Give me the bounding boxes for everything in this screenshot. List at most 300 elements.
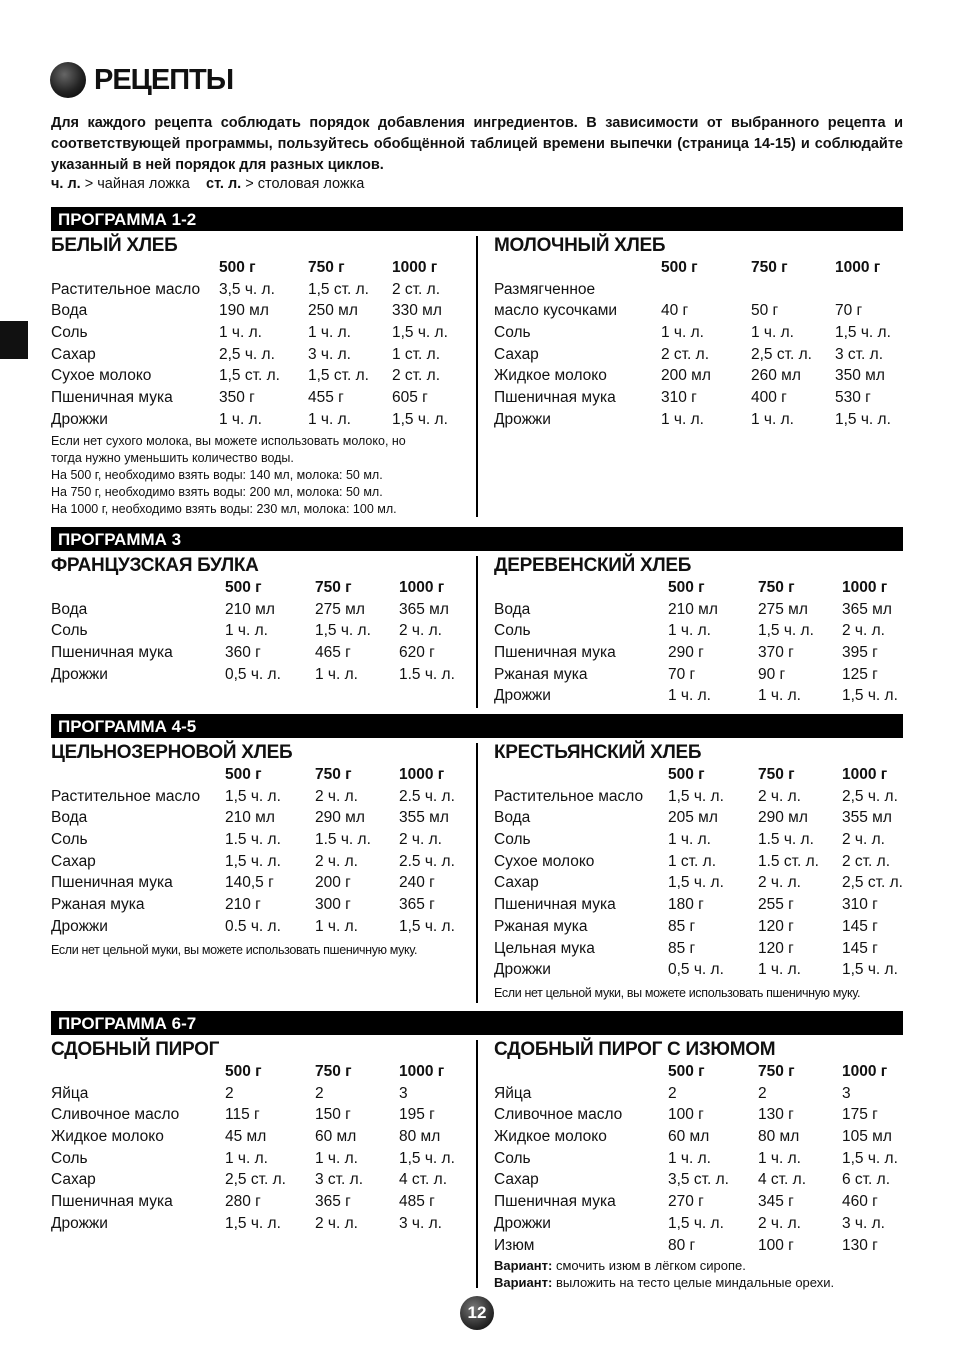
ingredient-name: Соль bbox=[51, 324, 88, 342]
ingredient-name: Сахар bbox=[494, 1171, 539, 1189]
column-header-row bbox=[51, 577, 455, 599]
recipe-raisin-brioche bbox=[494, 1039, 898, 1291]
ingredient-row bbox=[494, 599, 898, 621]
weight-header: 1000 г bbox=[842, 579, 888, 596]
ingredient-row bbox=[494, 322, 891, 344]
note-line: На 1000 г, необходимо взять воды: 230 мл, молока: 100 мл. bbox=[51, 501, 397, 516]
ingredient-row bbox=[494, 1126, 898, 1148]
ingredient-amount: 3 ч. л. bbox=[842, 1214, 885, 1232]
ingredient-row bbox=[51, 829, 455, 851]
ingredient-amount: 1,5 ч. л. bbox=[668, 787, 724, 805]
ingredient-amount: 4 ст. л. bbox=[399, 1171, 448, 1189]
ingredient-name: Яйца bbox=[51, 1084, 89, 1102]
ingredient-amount: 1 ч. л. bbox=[758, 961, 801, 979]
ingredient-amount: 2 ч. л. bbox=[399, 622, 442, 640]
ingredient-row bbox=[494, 365, 891, 387]
page-header bbox=[50, 62, 233, 98]
recipe-brioche bbox=[51, 1039, 455, 1235]
ingredient-amount: 1,5 ч. л. bbox=[392, 410, 448, 428]
ingredient-amount: 280 г bbox=[225, 1193, 261, 1211]
ingredient-row bbox=[51, 322, 448, 344]
ingredient-amount: 275 мл bbox=[758, 600, 808, 618]
note-line: тогда нужно уменьшить количество воды. bbox=[51, 450, 294, 465]
tbsp-text: > столовая ложка bbox=[245, 176, 365, 192]
ingredient-amount: 2,5 ст. л. bbox=[751, 345, 812, 363]
ingredient-amount: 270 г bbox=[668, 1193, 704, 1211]
ingredient-amount: 1 ч. л. bbox=[668, 1149, 711, 1167]
column-header-row bbox=[51, 764, 455, 786]
ingredient-amount: 2 ст. л. bbox=[392, 280, 441, 298]
ingredient-amount: 2,5 ст. л. bbox=[225, 1171, 286, 1189]
ingredient-amount: 1 ч. л. bbox=[668, 831, 711, 849]
variant-text: выложить на тесто целые миндальные орехи. bbox=[555, 1275, 835, 1291]
column-header-row bbox=[51, 1061, 455, 1083]
ingredient-amount: 1 ч. л. bbox=[219, 324, 262, 342]
ingredient-name: Сахар bbox=[51, 345, 96, 363]
weight-header: 750 г bbox=[758, 766, 795, 783]
ingredient-name: Ржаная мука bbox=[494, 917, 588, 935]
ingredient-amount: 1,5 ч. л. bbox=[225, 852, 281, 870]
weight-header: 1000 г bbox=[399, 1063, 445, 1080]
weight-header: 500 г bbox=[225, 1063, 262, 1080]
ingredient-name: Пшеничная мука bbox=[494, 389, 616, 407]
ingredient-name: Сухое молоко bbox=[51, 367, 152, 385]
ingredient-amount: 2 ч. л. bbox=[842, 622, 885, 640]
ingredient-amount: 210 г bbox=[225, 896, 261, 914]
ingredient-row bbox=[51, 1083, 455, 1105]
ingredient-name: Дрожжи bbox=[51, 1214, 108, 1232]
recipe-variants bbox=[494, 1257, 898, 1291]
ingredient-name: Цельная мука bbox=[494, 939, 595, 957]
column-header-row bbox=[494, 1061, 898, 1083]
ingredient-row bbox=[51, 300, 448, 322]
ingredient-amount: 1,5 ст. л. bbox=[219, 367, 280, 385]
ingredient-amount: 1 ст. л. bbox=[668, 852, 717, 870]
column-divider bbox=[476, 1040, 478, 1288]
header-spacer bbox=[494, 1061, 668, 1083]
ingredient-amount: 290 г bbox=[668, 644, 704, 662]
ingredient-amount: 465 г bbox=[315, 644, 351, 662]
ingredient-amount: 1.5 ч. л. bbox=[758, 831, 814, 849]
ingredient-amount: 2.5 ч. л. bbox=[399, 852, 455, 870]
ingredient-name: Дрожжи bbox=[51, 665, 108, 683]
ingredient-amount: 2 bbox=[758, 1084, 767, 1102]
ingredient-amount: 1.5 ч. л. bbox=[225, 831, 281, 849]
ingredient-amount: 290 мл bbox=[758, 809, 808, 827]
ingredient-amount: 290 мл bbox=[315, 809, 365, 827]
ingredient-amount: 1 ч. л. bbox=[751, 324, 794, 342]
ingredient-amount: 1,5 ч. л. bbox=[399, 917, 455, 935]
ingredient-name: Вода bbox=[51, 809, 88, 827]
program-6-7-bar: ПРОГРАММА 6-7 bbox=[51, 1011, 903, 1035]
ingredient-amount: 120 г bbox=[758, 939, 794, 957]
ingredient-name: Пшеничная мука bbox=[494, 644, 616, 662]
ingredient-amount: 150 г bbox=[315, 1106, 351, 1124]
ingredient-row bbox=[494, 872, 903, 894]
ingredient-name: Жидкое молоко bbox=[51, 1128, 164, 1146]
tsp-text: > чайная ложка bbox=[84, 176, 190, 192]
ingredient-amount: 2 bbox=[668, 1084, 677, 1102]
ingredient-amount: 355 мл bbox=[399, 809, 449, 827]
ingredient-row bbox=[51, 1169, 455, 1191]
ingredient-amount: 115 г bbox=[225, 1106, 260, 1124]
column-divider bbox=[476, 556, 478, 708]
ingredient-row bbox=[494, 279, 891, 301]
ingredient-amount: 2,5 ст. л. bbox=[842, 874, 903, 892]
ingredient-amount: 1 ч. л. bbox=[315, 917, 358, 935]
recipe-note: Если нет цельной муки, вы можете использовать пшеничную муку. bbox=[494, 985, 861, 1000]
ingredient-row bbox=[494, 620, 898, 642]
ingredient-amount: 6 ст. л. bbox=[842, 1171, 891, 1189]
ingredient-name: Пшеничная мука bbox=[51, 1193, 173, 1211]
ingredient-row bbox=[494, 938, 903, 960]
weight-header: 500 г bbox=[225, 579, 262, 596]
weight-header: 500 г bbox=[225, 766, 262, 783]
weight-header: 750 г bbox=[315, 766, 352, 783]
ingredient-amount: 80 г bbox=[668, 1236, 696, 1254]
ingredient-amount: 40 г bbox=[661, 302, 689, 320]
ingredient-row bbox=[51, 894, 455, 916]
ingredient-amount: 1,5 ч. л. bbox=[835, 410, 891, 428]
ingredient-row bbox=[51, 916, 455, 938]
recipe-title: СДОБНЫЙ ПИРОГ С ИЗЮМОМ bbox=[494, 1039, 776, 1060]
ingredient-row bbox=[494, 829, 903, 851]
variant-text: смочить изюм в лёгком сиропе. bbox=[555, 1258, 746, 1274]
ingredient-name: Сахар bbox=[51, 1171, 96, 1189]
page-title: РЕЦЕПТЫ bbox=[94, 63, 234, 96]
variant-label: Вариант: bbox=[494, 1258, 553, 1274]
ingredient-amount: 1 ч. л. bbox=[219, 410, 262, 428]
ingredient-amount: 175 г bbox=[842, 1106, 878, 1124]
ingredient-name: Дрожжи bbox=[494, 961, 551, 979]
weight-header: 750 г bbox=[751, 259, 788, 276]
recipe-title: БЕЛЫЙ ХЛЕБ bbox=[51, 235, 178, 256]
ingredient-amount bbox=[661, 279, 751, 301]
ingredient-amount: 70 г bbox=[668, 665, 696, 683]
ingredient-amount: 1,5 ч. л. bbox=[835, 324, 891, 342]
ingredient-amount: 3 ст. л. bbox=[835, 345, 884, 363]
ingredient-amount: 1,5 ст. л. bbox=[308, 280, 369, 298]
ingredient-name: Пшеничная мука bbox=[494, 896, 616, 914]
column-header-row bbox=[494, 577, 898, 599]
ingredient-amount bbox=[751, 279, 835, 301]
recipe-title: КРЕСТЬЯНСКИЙ ХЛЕБ bbox=[494, 742, 702, 763]
ingredient-row bbox=[51, 344, 448, 366]
ingredient-row bbox=[51, 664, 455, 686]
weight-header: 750 г bbox=[315, 1063, 352, 1080]
ingredient-row bbox=[494, 685, 898, 707]
ingredient-name: Вода bbox=[494, 809, 531, 827]
ingredient-row bbox=[494, 300, 891, 322]
ingredient-amount: 310 г bbox=[661, 389, 697, 407]
ingredient-amount: 60 мл bbox=[315, 1128, 357, 1146]
ingredient-amount: 2 ч. л. bbox=[758, 1214, 801, 1232]
ingredient-name: Соль bbox=[51, 831, 88, 849]
ingredient-amount: 120 г bbox=[758, 917, 794, 935]
ingredient-amount: 1 ч. л. bbox=[225, 1149, 268, 1167]
ingredient-amount: 400 г bbox=[751, 389, 787, 407]
ingredient-name: Пшеничная мука bbox=[51, 874, 173, 892]
ingredient-amount: 1 ч. л. bbox=[308, 324, 351, 342]
ingredient-name: Дрожжи bbox=[494, 1214, 551, 1232]
ingredient-row bbox=[51, 387, 448, 409]
ingredient-amount: 2 ч. л. bbox=[315, 787, 358, 805]
ingredient-amount: 1 ч. л. bbox=[661, 410, 704, 428]
ingredient-row bbox=[494, 851, 903, 873]
ingredient-amount: 3 ч. л. bbox=[308, 345, 351, 363]
ingredient-name: Вода bbox=[494, 600, 531, 618]
variant-line bbox=[494, 1257, 898, 1274]
ingredient-row bbox=[494, 807, 903, 829]
variant-label: Вариант: bbox=[494, 1275, 553, 1291]
ingredient-row bbox=[494, 916, 903, 938]
ingredient-amount: 350 г bbox=[219, 389, 255, 407]
ingredient-name: Дрожжи bbox=[494, 687, 551, 705]
ingredient-name: Соль bbox=[494, 622, 531, 640]
ingredient-amount: 2 bbox=[225, 1084, 234, 1102]
weight-header: 750 г bbox=[315, 579, 352, 596]
header-spacer bbox=[494, 764, 668, 786]
ingredient-amount: 1 ч. л. bbox=[315, 665, 358, 683]
ingredient-row bbox=[494, 1083, 898, 1105]
ingredient-amount: 50 г bbox=[751, 302, 779, 320]
ingredient-name: Дрожжи bbox=[51, 410, 108, 428]
ingredient-amount: 1,5 ч. л. bbox=[225, 1214, 281, 1232]
ingredient-amount: 345 г bbox=[758, 1193, 794, 1211]
header-spacer bbox=[494, 577, 668, 599]
ingredient-name: Пшеничная мука bbox=[494, 1193, 616, 1211]
ingredient-amount: 200 мл bbox=[661, 367, 711, 385]
ingredient-name: Жидкое молоко bbox=[494, 367, 607, 385]
weight-header: 1000 г bbox=[399, 579, 445, 596]
recipe-title: ФРАНЦУЗСКАЯ БУЛКА bbox=[51, 555, 259, 576]
program-3-bar: ПРОГРАММА 3 bbox=[51, 527, 903, 551]
ingredient-amount: 1 ч. л. bbox=[225, 622, 268, 640]
ingredient-name: Дрожжи bbox=[494, 410, 551, 428]
variant-line bbox=[494, 1274, 898, 1291]
recipe-wholegrain-bread bbox=[51, 742, 455, 959]
ingredient-row bbox=[51, 1213, 455, 1235]
ingredient-name: Соль bbox=[51, 1149, 88, 1167]
ingredient-amount: 2,5 ч. л. bbox=[842, 787, 898, 805]
ingredient-row bbox=[494, 959, 903, 981]
header-spacer bbox=[51, 257, 219, 279]
ingredient-name: Яйца bbox=[494, 1084, 532, 1102]
header-spacer bbox=[494, 257, 661, 279]
weight-header: 500 г bbox=[661, 259, 698, 276]
ingredient-amount: 1.5 ст. л. bbox=[758, 852, 819, 870]
ingredient-amount: 80 мл bbox=[399, 1128, 441, 1146]
ingredient-amount: 105 мл bbox=[842, 1128, 892, 1146]
column-header-row bbox=[494, 257, 891, 279]
bullet-circle-icon bbox=[50, 62, 86, 98]
ingredient-amount: 620 г bbox=[399, 644, 435, 662]
ingredient-amount: 1 ч. л. bbox=[668, 687, 711, 705]
ingredient-amount: 45 мл bbox=[225, 1128, 267, 1146]
ingredient-amount: 180 г bbox=[668, 896, 704, 914]
ingredient-name: Изюм bbox=[494, 1236, 535, 1254]
column-header-row bbox=[494, 764, 903, 786]
ingredient-name: Соль bbox=[494, 1149, 531, 1167]
ingredient-name: Растительное масло bbox=[494, 787, 644, 805]
ingredient-name: Вода bbox=[51, 600, 88, 618]
ingredient-amount: 330 мл bbox=[392, 302, 442, 320]
ingredient-amount: 310 г bbox=[842, 896, 878, 914]
ingredient-amount: 3 bbox=[399, 1084, 408, 1102]
ingredient-amount: 3 bbox=[842, 1084, 851, 1102]
ingredient-amount: 2 ч. л. bbox=[315, 852, 358, 870]
recipe-milk-bread bbox=[494, 235, 891, 431]
ingredient-name: Ржаная мука bbox=[494, 665, 588, 683]
ingredient-row bbox=[494, 1235, 898, 1257]
ingredient-name: Дрожжи bbox=[51, 917, 108, 935]
recipe-title: ЦЕЛЬНОЗЕРНОВОЙ ХЛЕБ bbox=[51, 742, 293, 763]
ingredient-name: Растительное масло bbox=[51, 787, 201, 805]
ingredient-amount: 2 ч. л. bbox=[399, 831, 442, 849]
ingredient-amount: 1 ч. л. bbox=[758, 1149, 801, 1167]
ingredient-amount: 2.5 ч. л. bbox=[399, 787, 455, 805]
ingredient-amount: 1,5 ч. л. bbox=[399, 1149, 455, 1167]
ingredient-amount: 1,5 ч. л. bbox=[392, 324, 448, 342]
tsp-abbr: ч. л. bbox=[51, 176, 81, 192]
weight-header: 500 г bbox=[668, 766, 705, 783]
ingredient-amount: 2 bbox=[315, 1084, 324, 1102]
ingredient-name: масло кусочками bbox=[494, 302, 618, 320]
ingredient-amount: 90 г bbox=[758, 665, 786, 683]
ingredient-name: Соль bbox=[494, 324, 531, 342]
ingredient-name: Жидкое молоко bbox=[494, 1128, 607, 1146]
ingredient-row bbox=[494, 1169, 898, 1191]
ingredient-amount: 125 г bbox=[842, 665, 878, 683]
ingredient-row bbox=[51, 1126, 455, 1148]
weight-header: 750 г bbox=[758, 1063, 795, 1080]
ingredient-row bbox=[51, 279, 448, 301]
ingredient-amount: 140,5 г bbox=[225, 874, 274, 892]
ingredient-amount: 360 г bbox=[225, 644, 261, 662]
header-spacer bbox=[51, 1061, 225, 1083]
program-4-5-bar: ПРОГРАММА 4-5 bbox=[51, 714, 903, 738]
ingredient-amount: 100 г bbox=[668, 1106, 704, 1124]
ingredient-name: Сливочное масло bbox=[51, 1106, 180, 1124]
weight-header: 750 г bbox=[758, 579, 795, 596]
intro-text: Для каждого рецепта соблюдать порядок добавления ингредиентов. В зависимости от выбранного рецепта и соответствующей программы, пользуйтесь обобщённой таблицей времени выпечки (страница 14-15) и соблюдайте указанный в ней порядок для разных циклов. bbox=[51, 115, 903, 173]
ingredient-name: Размягченное bbox=[494, 280, 596, 298]
ingredient-name: Растительное масло bbox=[51, 280, 201, 298]
recipe-note: Если нет цельной муки, вы можете использовать пшеничную муку. bbox=[51, 942, 418, 957]
ingredient-amount: 3 ч. л. bbox=[399, 1214, 442, 1232]
recipe-french-bread bbox=[51, 555, 455, 685]
ingredient-row bbox=[51, 1191, 455, 1213]
note-line: На 750 г, необходимо взять воды: 200 мл, молока: 50 мл. bbox=[51, 484, 383, 499]
ingredient-amount: 100 г bbox=[758, 1236, 794, 1254]
ingredient-row bbox=[51, 620, 455, 642]
ingredient-amount: 260 мл bbox=[751, 367, 801, 385]
ingredient-row bbox=[494, 786, 903, 808]
ingredient-amount: 255 г bbox=[758, 896, 794, 914]
recipe-notes bbox=[51, 433, 448, 518]
ingredient-name: Пшеничная мука bbox=[51, 644, 173, 662]
ingredient-amount: 3,5 ст. л. bbox=[668, 1171, 729, 1189]
ingredient-amount: 365 г bbox=[315, 1193, 351, 1211]
weight-header: 1000 г bbox=[392, 259, 438, 276]
ingredient-amount: 1,5 ч. л. bbox=[315, 622, 371, 640]
ingredient-amount: 85 г bbox=[668, 917, 696, 935]
ingredient-amount: 0.5 ч. л. bbox=[225, 917, 281, 935]
tbsp-abbr: ст. л. bbox=[206, 176, 242, 192]
ingredient-name: Соль bbox=[51, 622, 88, 640]
weight-header: 1000 г bbox=[399, 766, 445, 783]
ingredient-amount: 1.5 ч. л. bbox=[315, 831, 371, 849]
ingredient-amount: 1,5 ч. л. bbox=[225, 787, 281, 805]
ingredient-amount: 145 г bbox=[842, 939, 878, 957]
note-line: Если нет сухого молока, вы можете использовать молоко, но bbox=[51, 433, 406, 448]
ingredient-amount: 240 г bbox=[399, 874, 435, 892]
ingredient-amount: 350 мл bbox=[835, 367, 885, 385]
ingredient-row bbox=[51, 807, 455, 829]
ingredient-row bbox=[494, 1104, 898, 1126]
ingredient-amount: 2 ст. л. bbox=[842, 852, 891, 870]
recipe-title: МОЛОЧНЫЙ ХЛЕБ bbox=[494, 235, 666, 256]
recipe-peasant-bread bbox=[494, 742, 903, 1002]
weight-header: 1000 г bbox=[842, 1063, 888, 1080]
ingredient-name: Сухое молоко bbox=[494, 852, 595, 870]
ingredient-row bbox=[51, 786, 455, 808]
note-line: На 500 г, необходимо взять воды: 140 мл, молока: 50 мл. bbox=[51, 467, 383, 482]
page-number: 12 bbox=[460, 1296, 494, 1330]
ingredient-amount: 365 г bbox=[399, 896, 435, 914]
ingredient-amount: 1,5 ч. л. bbox=[842, 687, 898, 705]
recipe-white-bread bbox=[51, 235, 448, 518]
ingredient-amount: 2 ст. л. bbox=[392, 367, 441, 385]
ingredient-amount: 2 ст. л. bbox=[661, 345, 710, 363]
ingredient-row bbox=[494, 344, 891, 366]
ingredient-row bbox=[51, 642, 455, 664]
ingredient-row bbox=[51, 365, 448, 387]
ingredient-amount: 370 г bbox=[758, 644, 794, 662]
ingredient-amount: 1,5 ч. л. bbox=[758, 622, 814, 640]
ingredient-amount: 275 мл bbox=[315, 600, 365, 618]
ingredient-amount: 1 ч. л. bbox=[661, 324, 704, 342]
ingredient-amount: 130 г bbox=[842, 1236, 878, 1254]
ingredient-name: Пшеничная мука bbox=[51, 389, 173, 407]
ingredient-amount: 200 г bbox=[315, 874, 351, 892]
ingredient-row bbox=[494, 1213, 898, 1235]
ingredient-amount: 1,5 ч. л. bbox=[668, 1214, 724, 1232]
ingredient-name: Соль bbox=[494, 831, 531, 849]
weight-header: 500 г bbox=[668, 1063, 705, 1080]
header-spacer bbox=[51, 764, 225, 786]
ingredient-amount: 130 г bbox=[758, 1106, 794, 1124]
ingredient-amount: 485 г bbox=[399, 1193, 435, 1211]
ingredient-amount: 210 мл bbox=[225, 600, 275, 618]
ingredient-amount: 210 мл bbox=[668, 600, 718, 618]
ingredient-amount: 2 ч. л. bbox=[315, 1214, 358, 1232]
ingredient-row bbox=[494, 664, 898, 686]
ingredient-row bbox=[494, 1148, 898, 1170]
ingredient-amount: 355 мл bbox=[842, 809, 892, 827]
ingredient-amount: 1.5 ч. л. bbox=[399, 665, 455, 683]
ingredient-amount: 195 г bbox=[399, 1106, 435, 1124]
weight-header: 750 г bbox=[308, 259, 345, 276]
ingredient-name: Сливочное масло bbox=[494, 1106, 623, 1124]
ingredient-amount: 1 ч. л. bbox=[758, 687, 801, 705]
ingredient-amount: 365 мл bbox=[399, 600, 449, 618]
ingredient-amount: 1 ч. л. bbox=[668, 622, 711, 640]
ingredient-amount: 250 мл bbox=[308, 302, 358, 320]
column-divider bbox=[476, 236, 478, 517]
ingredient-amount: 2 ч. л. bbox=[758, 874, 801, 892]
section-side-tab bbox=[0, 321, 28, 359]
